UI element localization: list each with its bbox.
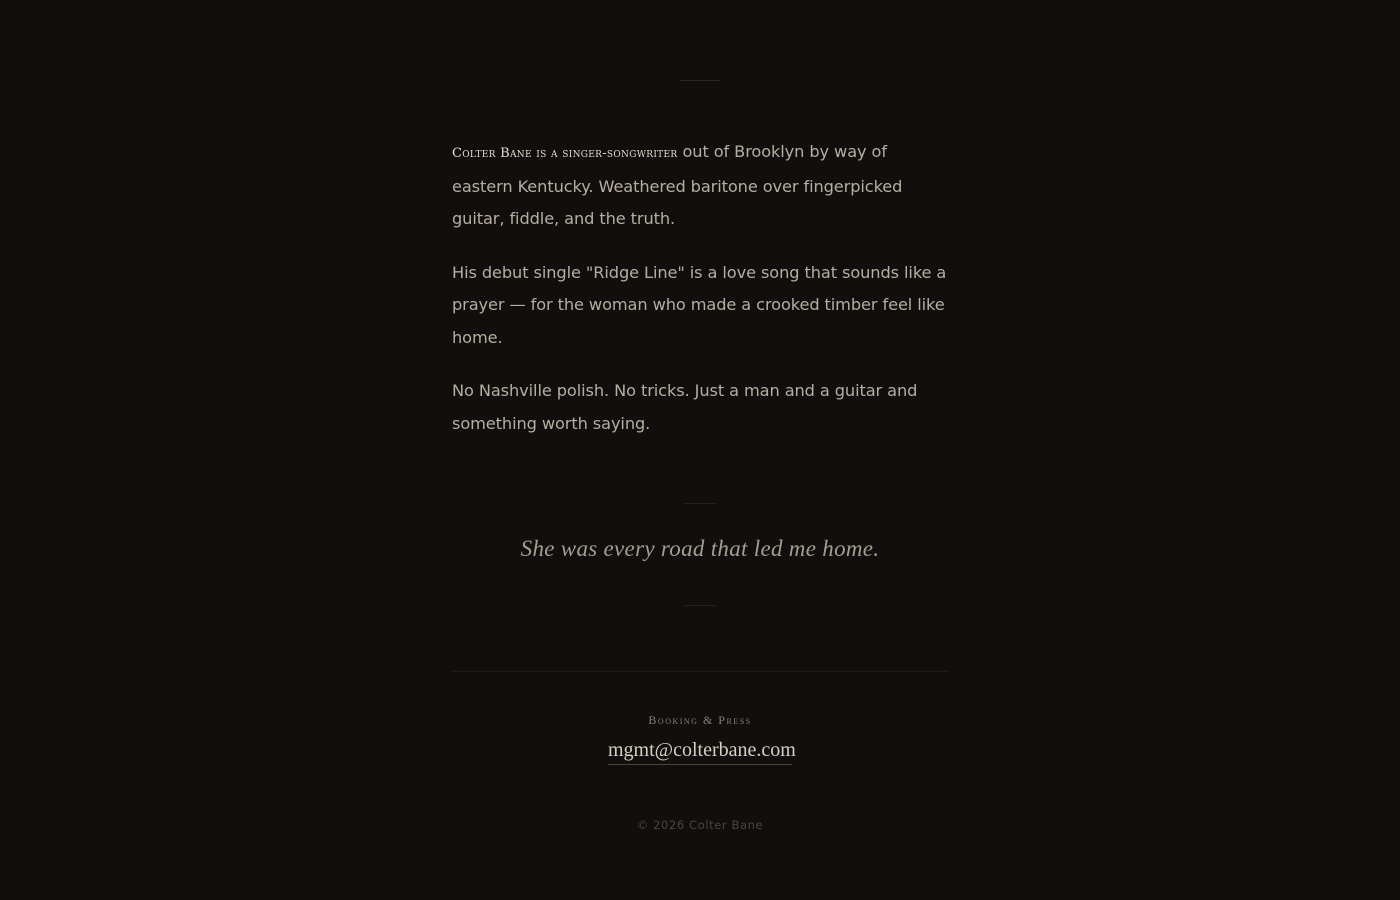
copyright: © 2026 Colter Bane (636, 818, 764, 832)
top-divider (680, 80, 720, 81)
footer-divider (452, 671, 948, 672)
bio-lead: Colter Bane is a singer-songwriter (452, 146, 678, 161)
pull-quote: She was every road that led me home. (520, 536, 880, 561)
bio-paragraph-3: No Nashville polish. No tricks. Just a man and a guitar and something worth saying. (452, 381, 918, 433)
bio-paragraph-1 (452, 136, 952, 236)
bio-section (452, 136, 952, 461)
email-link[interactable]: mgmt@colterbane.com (608, 739, 792, 765)
bio-paragraph-2: His debut single "Ridge Line" is a love song that sounds like a prayer — for the woman who made a crooked timber feel like home. (452, 262, 947, 347)
bio-paragraph-1-text: out of Brooklyn by way of eastern Kentucky. Weathered baritone over fingerpicked guitar, fiddle, and the truth. (452, 142, 903, 228)
booking-label: Booking & Press (648, 713, 752, 727)
quote-divider-bottom (684, 605, 716, 606)
quote-divider-top (684, 503, 716, 504)
